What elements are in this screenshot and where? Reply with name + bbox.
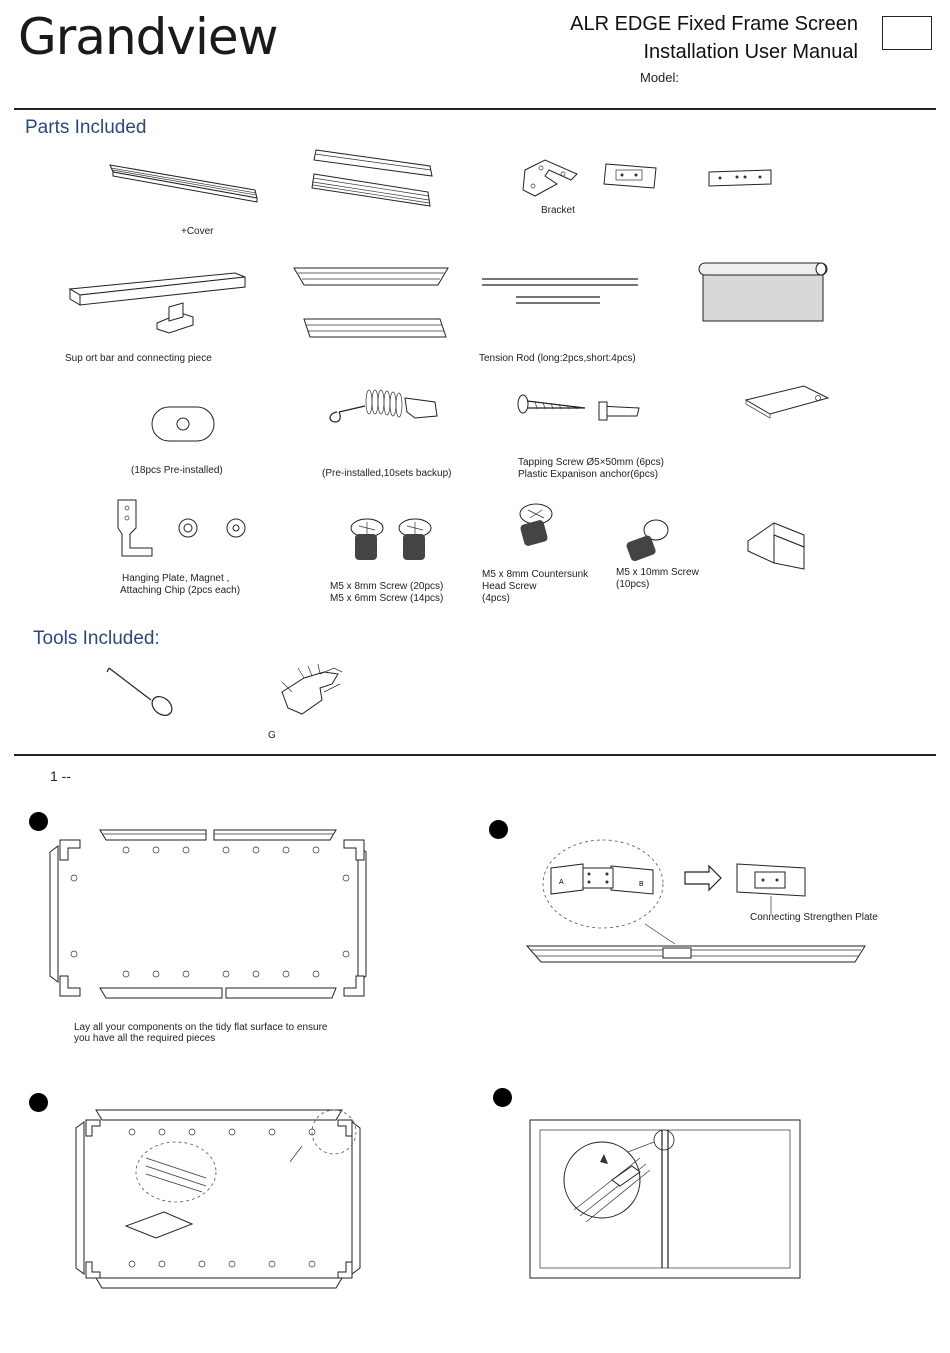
countersunk-caption-1: M5 x 8mm Countersunk <box>482 569 589 580</box>
m5-screws-illustration <box>345 514 445 564</box>
step-1-frame-layout-illustration <box>46 826 376 1002</box>
step-4-marker <box>493 1088 512 1107</box>
tapping-screw-caption-2: Plastic Expanison anchor(6pcs) <box>518 469 659 480</box>
step-2-connecting-plate-illustration <box>525 838 875 972</box>
corner-piece-illustration <box>744 513 814 573</box>
m5-8mm-caption: M5 x 8mm Screw (20pcs) <box>330 581 444 592</box>
m5-10mm-screw-illustration <box>622 518 672 564</box>
hanging-plate-caption-1: Hanging Plate, Magnet , <box>122 573 230 584</box>
frame-profile-illustration <box>308 146 438 216</box>
bracket-caption: Bracket <box>541 205 575 216</box>
m5-10mm-caption-1: M5 x 10mm Screw <box>616 567 699 578</box>
corner-bracket-illustration <box>515 156 580 206</box>
step-2-label-b: B <box>639 881 644 888</box>
hook-tool-illustration <box>105 664 185 720</box>
cover-caption: +Cover <box>181 226 214 237</box>
model-box <box>882 16 932 50</box>
connecting-plate-illustration <box>705 166 775 192</box>
model-label: Model: <box>640 70 680 85</box>
frame-rails-illustration <box>290 265 455 343</box>
washer-caption: (18pcs Pre-installed) <box>131 465 223 476</box>
hanging-plate-magnet-illustration <box>112 494 262 564</box>
flat-plate-illustration <box>742 378 832 418</box>
tension-rod-caption: Tension Rod (long:2pcs,short:4pcs) <box>479 353 636 364</box>
tapping-screw-caption-1: Tapping Screw Ø5×50mm (6pcs) <box>518 457 664 468</box>
parts-heading: Parts Included <box>25 117 147 138</box>
plate-bracket-illustration <box>600 160 660 192</box>
spring-caption: (Pre-installed,10sets backup) <box>322 468 452 479</box>
m5-10mm-caption-2: (10pcs) <box>616 579 650 590</box>
brand-logo: Grandview <box>18 8 278 66</box>
tools-heading: Tools Included: <box>33 628 160 649</box>
m5-6mm-caption: M5 x 6mm Screw (14pcs) <box>330 593 444 604</box>
spring-hook-illustration <box>325 382 445 430</box>
step-2-caption: Connecting Strengthen Plate <box>750 912 878 923</box>
support-bar-caption: Sup ort bar and connecting piece <box>65 353 212 364</box>
section-divider <box>14 754 936 756</box>
step-2-marker <box>489 820 508 839</box>
screen-material-roll-illustration <box>693 255 833 325</box>
gloves-caption: G <box>268 730 276 741</box>
step-1-caption-2: you have all the required pieces <box>74 1033 216 1044</box>
step-3-marker <box>29 1093 48 1112</box>
hanging-plate-caption-2: Attaching Chip (2pcs each) <box>120 585 241 596</box>
tapping-screw-anchor-illustration <box>515 388 645 424</box>
countersunk-screw-illustration <box>510 500 560 550</box>
countersunk-caption-3: (4pcs) <box>482 593 510 604</box>
step-1-caption-1: Lay all your components on the tidy flat surface to ensure <box>74 1022 328 1033</box>
step-intro: 1 -- <box>50 768 71 784</box>
header-divider <box>14 108 936 110</box>
tension-rods-illustration <box>478 275 643 315</box>
support-bar-illustration <box>65 265 285 335</box>
frame-bar-cover-illustration <box>105 160 265 210</box>
washer-illustration <box>150 405 216 441</box>
step-4-support-bar-illustration <box>528 1118 804 1282</box>
title-line-1: ALR EDGE Fixed Frame Screen <box>570 13 858 35</box>
countersunk-caption-2: Head Screw <box>482 581 537 592</box>
gloves-illustration <box>268 662 348 718</box>
step-2-label-a: A <box>559 879 564 886</box>
title-line-2: Installation User Manual <box>643 41 858 63</box>
document-title <box>570 10 858 66</box>
step-3-frame-assembly-illustration <box>72 1106 367 1292</box>
